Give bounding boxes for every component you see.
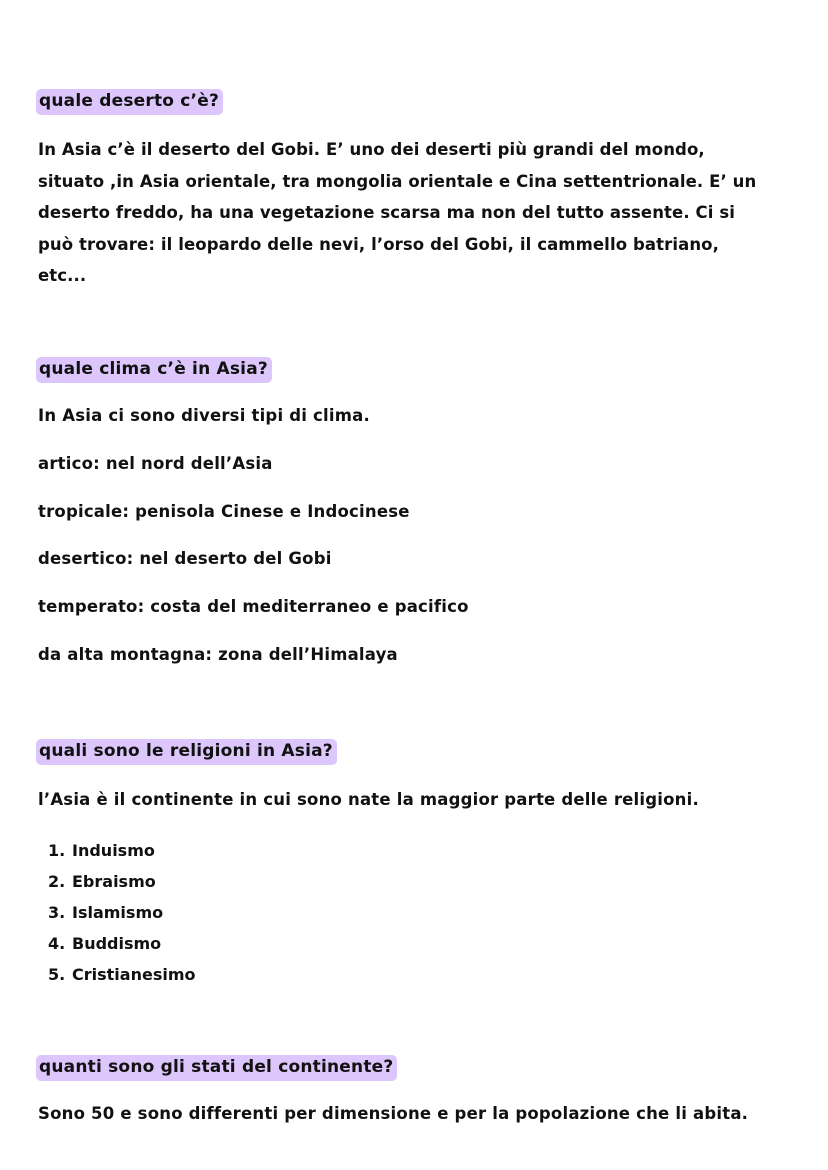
climate-item-tropical: tropicale: penisola Cinese e Indocinese — [38, 502, 410, 521]
question-heading-climate: quale clima c’è in Asia? — [36, 357, 272, 383]
climate-intro: In Asia ci sono diversi tipi di clima. — [38, 406, 370, 425]
answer-desert — [38, 134, 798, 292]
question-heading-desert: quale deserto c’è? — [36, 89, 223, 115]
list-item: 5. Cristianesimo — [48, 965, 196, 984]
religions-list — [48, 835, 195, 990]
climate-item-desert: desertico: nel deserto del Gobi — [38, 549, 332, 568]
question-heading-states: quanti sono gli stati del continente? — [36, 1055, 397, 1081]
states-answer: Sono 50 e sono differenti per dimensione e per la popolazione che li abita. — [38, 1104, 749, 1123]
answer-line: può trovare: il leopardo delle nevi, l’orso del Gobi, il cammello batriano, — [38, 234, 719, 254]
list-item: 2. Ebraismo — [48, 872, 156, 891]
answer-line: In Asia c’è il deserto del Gobi. E’ uno dei deserti più grandi del mondo, — [38, 140, 705, 159]
list-item: 3. Islamismo — [48, 903, 164, 922]
answer-line: etc... — [38, 266, 87, 285]
climate-item-artic: artico: nel nord dell’Asia — [38, 454, 273, 473]
climate-item-temperate: temperato: costa del mediterraneo e pacifico — [38, 597, 469, 616]
answer-line: situato ,in Asia orientale, tra mongolia orientale e Cina settentrionale. E’ un — [38, 171, 757, 191]
list-item: 1. Induismo — [48, 841, 155, 860]
answer-line: deserto freddo, ha una vegetazione scarsa ma non del tutto assente. Ci si — [38, 203, 736, 222]
list-item: 4. Buddismo — [48, 934, 162, 953]
climate-item-mountain: da alta montagna: zona dell’Himalaya — [38, 645, 398, 664]
question-heading-religions: quali sono le religioni in Asia? — [36, 739, 337, 765]
religions-intro: l’Asia è il continente in cui sono nate la maggior parte delle religioni. — [38, 790, 699, 809]
